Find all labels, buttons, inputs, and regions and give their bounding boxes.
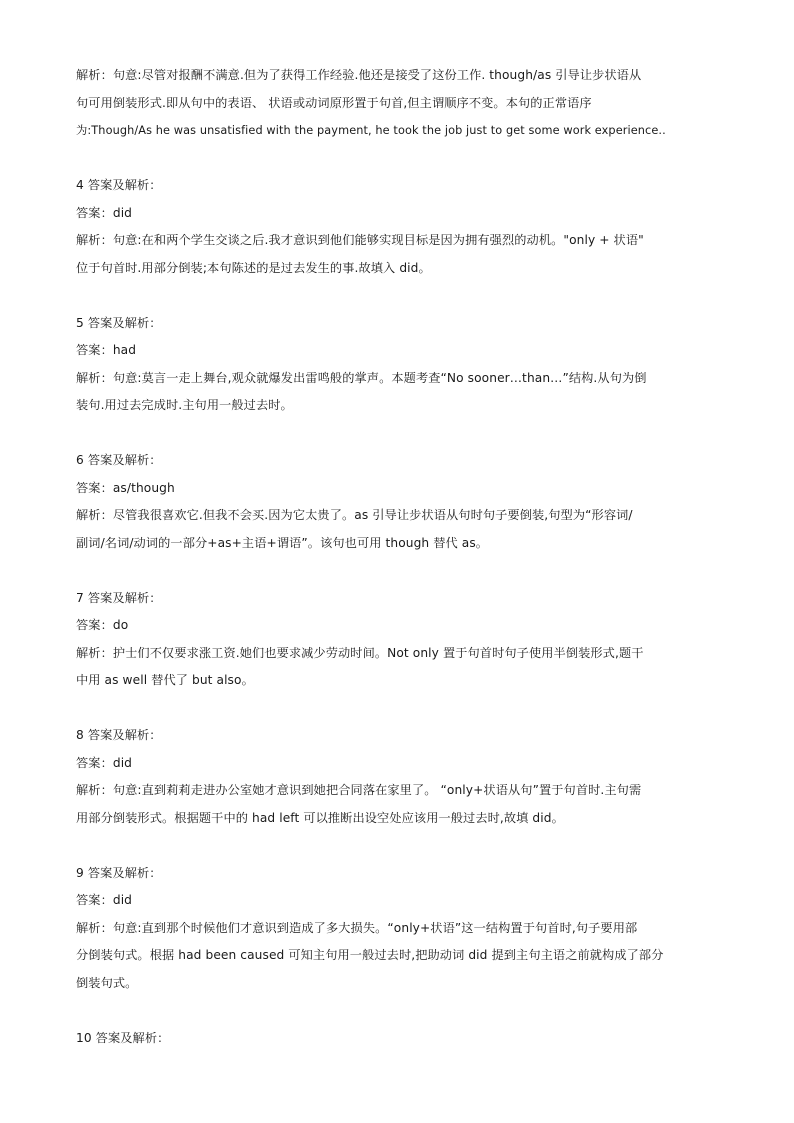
explanation-line: 副词/名词/动词的一部分+as+主语+谓语”。该句也可用 though 替代 as。 [76,535,489,550]
explanation-line: 解析：尽管我很喜欢它.但我不会买.因为它太贵了。as 引导让步状语从句时句子要倒装,句型为“形容词/ [76,508,633,522]
explanation-line: 解析：护士们不仅要求涨工资.她们也要求减少劳动时间。Not only 置于句首时句子使用半倒装形式,题干 [76,645,644,660]
answer-block-4 [76,172,730,282]
explanation-line: 用部分倒装形式。根据题干中的 had left 可以推断出设空处应该用一般过去时,故填 did。 [76,810,564,825]
explanation-line: 解析：句意:莫言一走上舞台,观众就爆发出雷鸣般的掌声。本题考查“No sooner…than…”结构.从句为倒 [76,370,647,385]
answer-heading: 9 答案及解析： [76,865,162,880]
answer-block-5 [76,310,730,420]
answer-block-6 [76,447,730,557]
answer-value: 答案：did [76,205,133,220]
explanation-line: 分倒装句式。根据 had been caused 可知主句用一般过去时,把助动词 did 提到主句主语之前就构成了部分 [76,948,664,962]
answer-block-8 [76,722,730,832]
explanation-line: 为:Though/As he was unsatisfied with the payment, he took the job just to get some work experience.. [76,124,666,137]
explanation-line: 解析：句意:直到那个时候他们才意识到造成了多大损失。“only+状语”这一结构置于句首时,句子要用部 [76,920,638,935]
explanation-line: 倒装句式。 [76,975,138,990]
explanation-line: 句可用倒装形式.即从句中的表语、 状语或动词原形置于句首,但主谓顺序不变。本句的正常语序 [76,95,592,110]
answer-value: 答案：as/though [76,480,175,495]
answer-value: 答案：did [76,755,133,770]
answer-heading: 4 答案及解析： [76,178,162,192]
explanation-line: 解析：句意:尽管对报酬不满意.但为了获得工作经验.他还是接受了这份工作. though/as 引导让步状语从 [76,68,642,82]
explanation-line: 解析：句意:直到莉莉走进办公室她才意识到她把合同落在家里了。 “only+状语从句”置于句首时.主句需 [76,783,642,797]
explanation-block [76,62,730,145]
answer-heading: 10 答案及解析： [76,1030,170,1045]
explanation-line: 解析：句意:在和两个学生交谈之后.我才意识到他们能够实现目标是因为拥有强烈的动机。"only + 状语" [76,233,644,247]
answer-block-9 [76,860,730,998]
answer-explanations [76,62,730,1052]
answer-value: 答案：do [76,618,129,632]
answer-block-10 [76,1025,730,1053]
answer-heading: 8 答案及解析： [76,728,162,742]
explanation-line: 中用 as well 替代了 but also。 [76,673,254,687]
answer-heading: 5 答案及解析： [76,315,162,330]
answer-value: 答案：did [76,893,133,907]
answer-heading: 6 答案及解析： [76,453,162,467]
explanation-line: 装句.用过去完成时.主句用一般过去时。 [76,398,293,412]
explanation-line: 位于句首时.用部分倒装;本句陈述的是过去发生的事.故填入 did。 [76,260,431,275]
answer-block-7 [76,585,730,695]
answer-value: 答案：had [76,343,137,357]
answer-heading: 7 答案及解析： [76,590,162,605]
